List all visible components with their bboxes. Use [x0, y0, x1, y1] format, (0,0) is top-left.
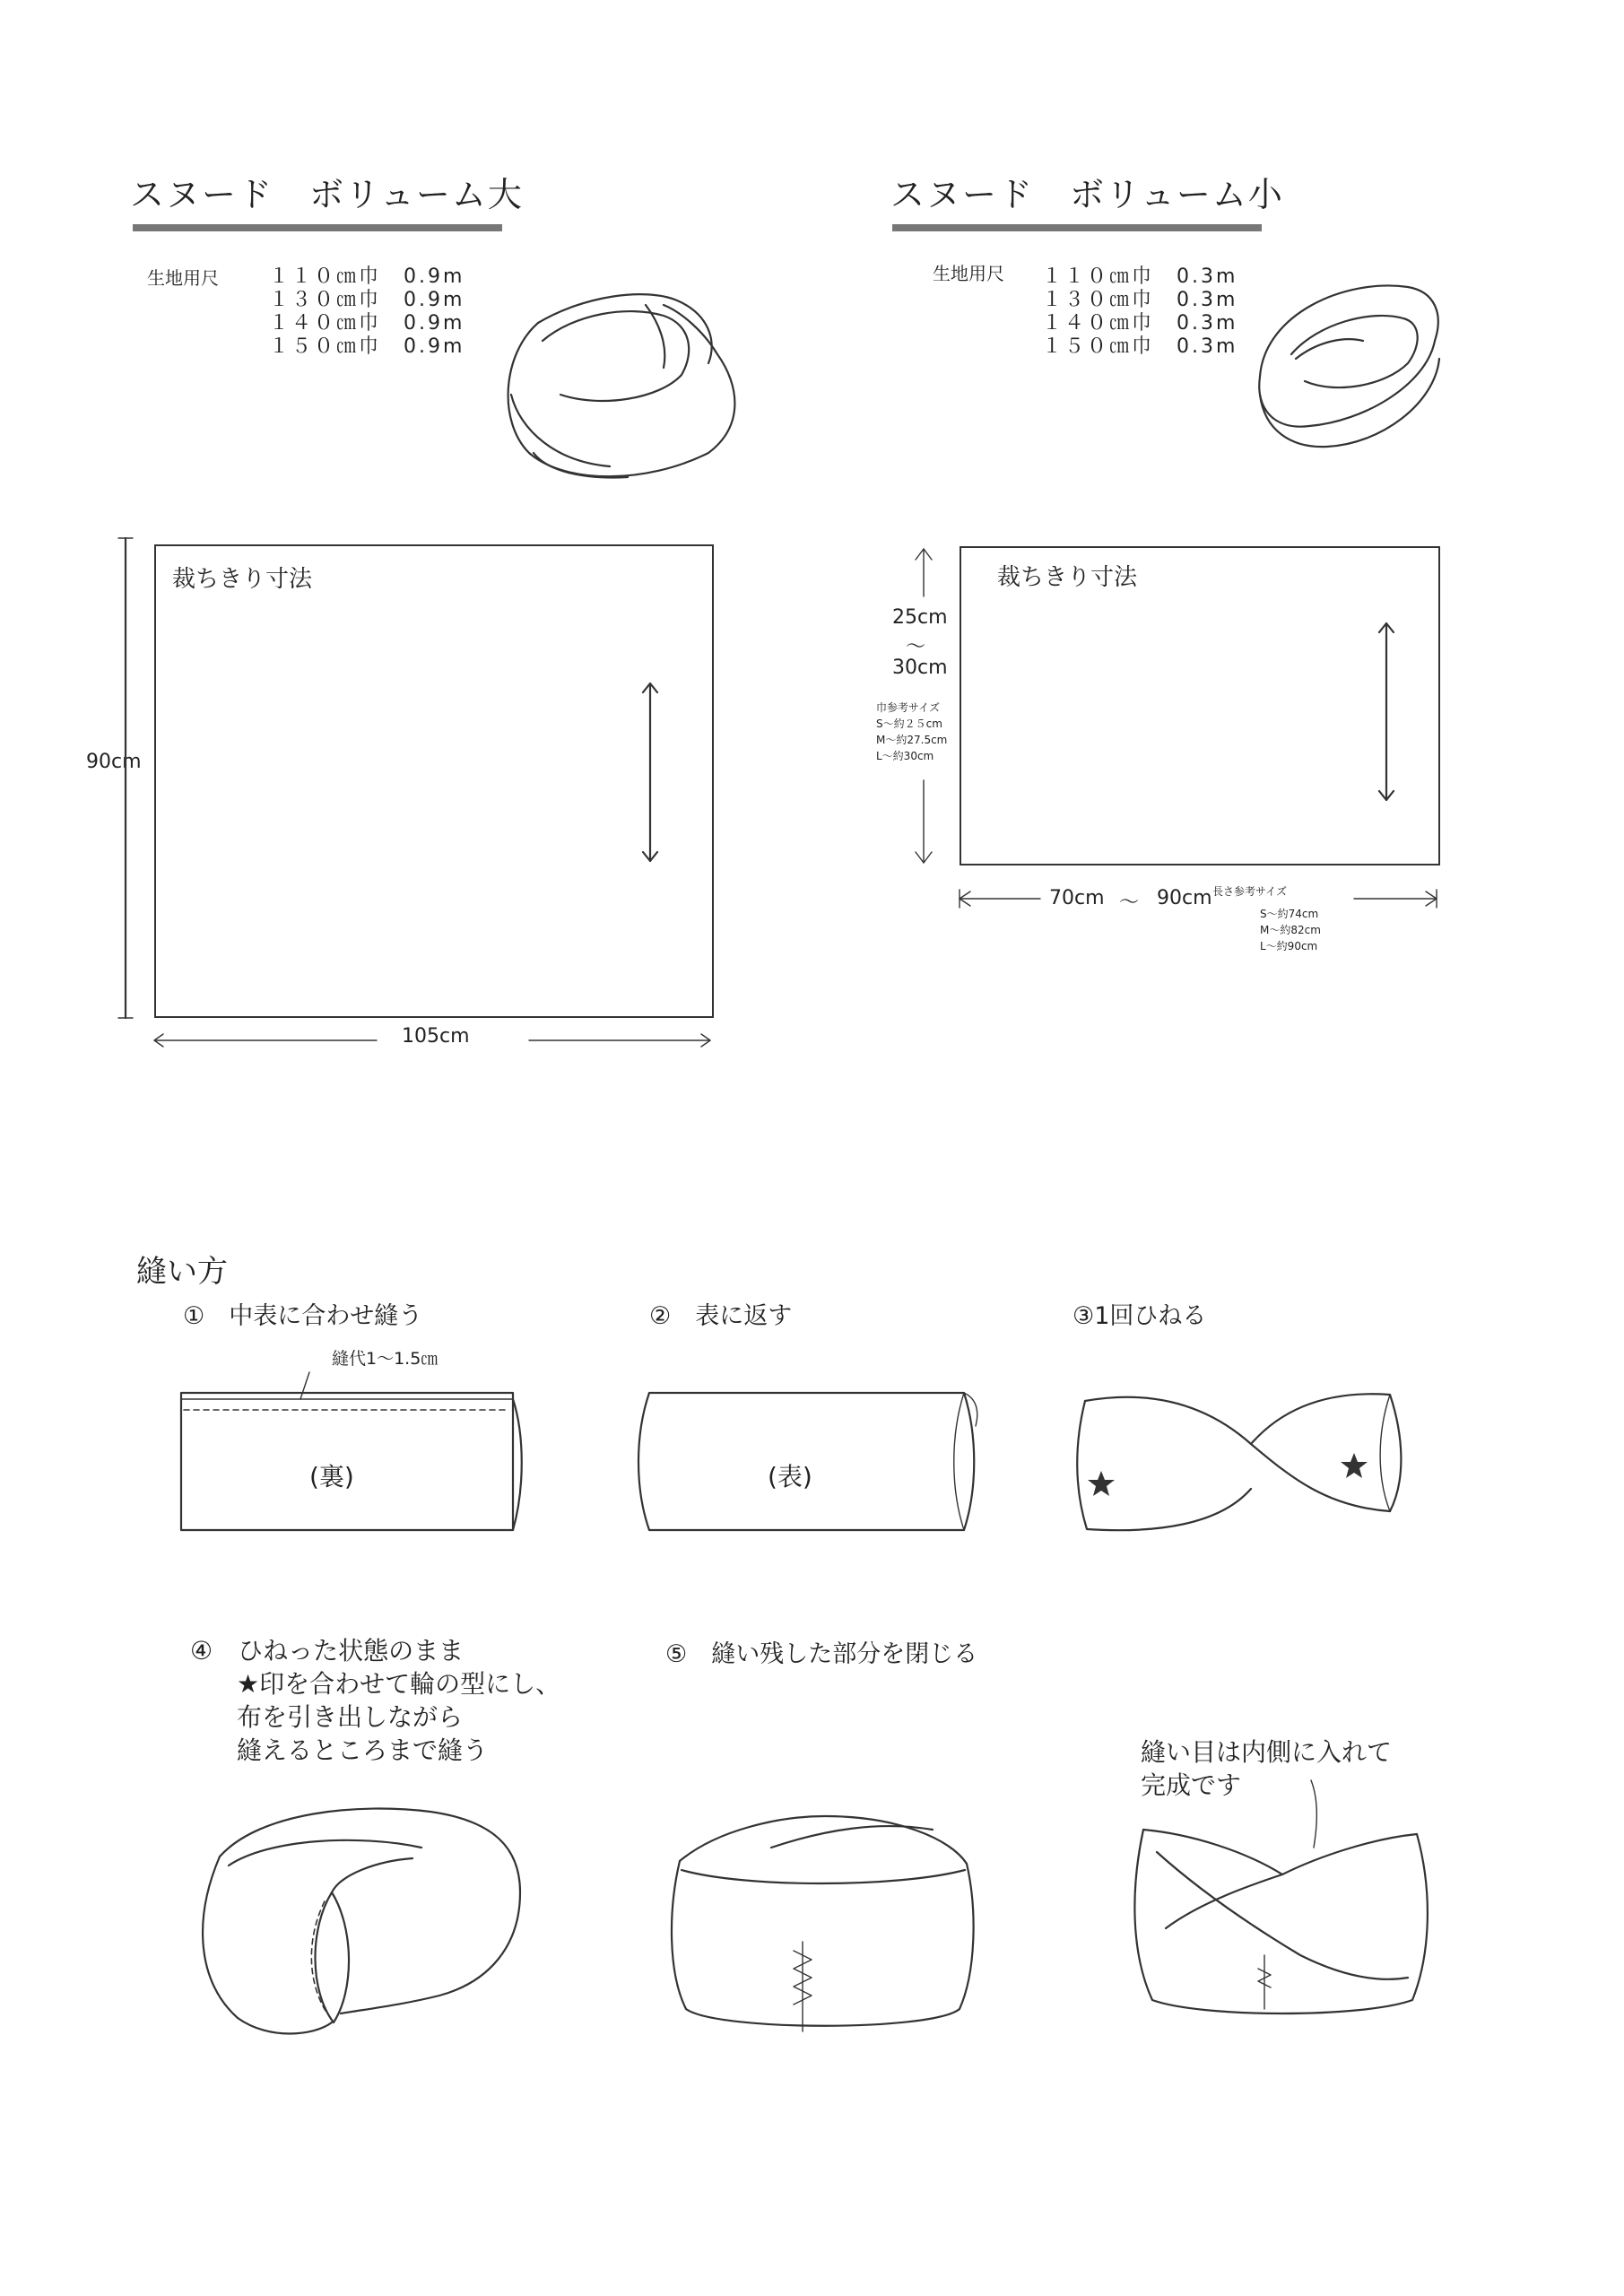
fabric-row: １４０㎝巾 0.3m	[1042, 312, 1238, 335]
large-cut-label: 裁ちきり寸法	[172, 566, 313, 593]
small-cut-label: 裁ちきり寸法	[997, 564, 1138, 591]
small-width-reference-title: 長さ参考サイズ	[1212, 885, 1288, 898]
fabric-row: １３０㎝巾 0.9m	[269, 289, 465, 311]
step5-diagram	[672, 1816, 974, 2031]
step4-line: ★印を合わせて輪の型にし、	[237, 1669, 561, 1699]
step3-text: ③1回ひねる	[1073, 1302, 1207, 1330]
small-snood-title: スヌード ボリューム小	[890, 175, 1284, 214]
fabric-row: １５０㎝巾 0.9m	[269, 335, 465, 358]
finish-line: 完成です	[1141, 1770, 1242, 1800]
small-snood-sketch	[1259, 285, 1439, 447]
reference-row: L～約30cm	[876, 750, 934, 762]
step2-diagram	[638, 1393, 977, 1530]
small-width-max: 90cm	[1157, 887, 1212, 909]
step3-diagram	[1077, 1394, 1401, 1530]
fabric-row: １４０㎝巾 0.9m	[269, 312, 465, 335]
small-width-min: 70cm	[1049, 887, 1105, 909]
small-height-tilde: ～	[906, 636, 926, 658]
back-side-label: (裏)	[309, 1462, 354, 1492]
small-height-max: 30cm	[892, 657, 948, 679]
reference-row: L～約90cm	[1260, 940, 1318, 952]
large-snood-title: スヌード ボリューム大	[130, 175, 524, 214]
step4-line: 縫えるところまで縫う	[237, 1735, 489, 1765]
reference-row: M～約27.5cm	[876, 734, 948, 746]
step2-text: ② 表に返す	[649, 1302, 793, 1330]
finished-diagram	[1134, 1780, 1428, 2013]
fabric-row: １５０㎝巾 0.3m	[1042, 335, 1238, 358]
small-fabric-label: 生地用尺	[933, 263, 1004, 284]
front-side-label: (表)	[768, 1462, 812, 1492]
small-height-min: 25cm	[892, 606, 948, 629]
seam-allowance-label: 縫代1～1.5㎝	[332, 1349, 439, 1369]
sewing-title: 縫い方	[136, 1254, 228, 1290]
large-fabric-label: 生地用尺	[147, 267, 219, 289]
fabric-row: １３０㎝巾 0.3m	[1042, 289, 1238, 311]
step4-diagram	[203, 1809, 520, 2034]
step4-line: ④ ひねった状態のまま	[190, 1636, 465, 1665]
step4-line: 布を引き出しながら	[237, 1702, 464, 1732]
reference-title: 巾参考サイズ	[876, 701, 941, 714]
reference-row: S～約74cm	[1260, 908, 1319, 920]
fabric-row: １１０㎝巾 0.9m	[269, 265, 465, 288]
large-width-dimension: 105cm	[402, 1025, 470, 1048]
small-dimension-lines	[916, 549, 1437, 908]
step5-text: ⑤ 縫い残した部分を閉じる	[665, 1640, 978, 1668]
large-dimension-lines	[118, 538, 710, 1047]
large-height-dimension: 90cm	[86, 751, 142, 773]
reference-row: S～約２５cm	[876, 718, 942, 730]
step1-text: ① 中表に合わせ縫う	[183, 1302, 423, 1330]
fabric-row: １１０㎝巾 0.3m	[1042, 265, 1238, 288]
small-width-tilde: ～	[1119, 891, 1140, 914]
finish-line: 縫い目は内側に入れて	[1141, 1737, 1393, 1767]
reference-row: M～約82cm	[1260, 924, 1321, 936]
large-snood-sketch	[508, 294, 735, 477]
step1-diagram	[181, 1372, 522, 1530]
